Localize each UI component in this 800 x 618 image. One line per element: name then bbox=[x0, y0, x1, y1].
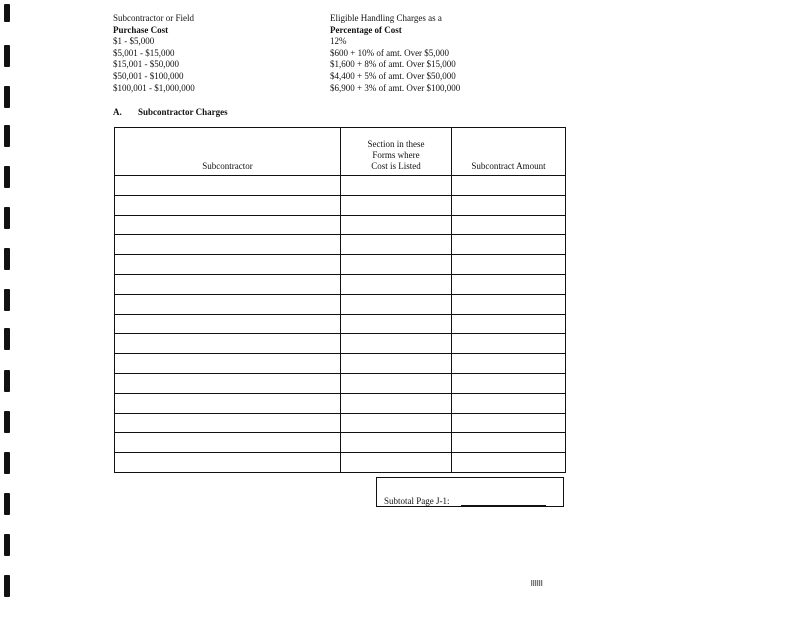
section-cell[interactable] bbox=[341, 255, 452, 275]
amount-cell[interactable] bbox=[452, 294, 566, 314]
binder-mark bbox=[4, 493, 10, 515]
table-row bbox=[115, 215, 566, 235]
amount-cell[interactable] bbox=[452, 433, 566, 453]
subcontractor-cell[interactable] bbox=[115, 314, 341, 334]
subtotal-entry-line[interactable] bbox=[461, 505, 546, 506]
amount-cell[interactable] bbox=[452, 413, 566, 433]
binder-mark bbox=[4, 575, 10, 597]
column-header-section-line: Cost is Listed bbox=[371, 161, 421, 171]
amount-cell[interactable] bbox=[452, 373, 566, 393]
binder-mark bbox=[4, 370, 10, 392]
section-title: Subcontractor Charges bbox=[138, 107, 228, 117]
table-row bbox=[115, 413, 566, 433]
subtotal-box bbox=[376, 477, 564, 507]
cost-range: $15,001 - $50,000 bbox=[113, 59, 179, 70]
subcontractor-cell[interactable] bbox=[115, 255, 341, 275]
column-header-section bbox=[341, 128, 452, 176]
handling-charge-rate: $600 + 10% of amt. Over $5,000 bbox=[330, 47, 450, 58]
table-row bbox=[115, 235, 566, 255]
table-row bbox=[115, 255, 566, 275]
table-row bbox=[115, 393, 566, 413]
section-cell[interactable] bbox=[341, 373, 452, 393]
section-cell[interactable] bbox=[341, 195, 452, 215]
amount-cell[interactable] bbox=[452, 274, 566, 294]
amount-cell[interactable] bbox=[452, 314, 566, 334]
subcontractor-cell[interactable] bbox=[115, 453, 341, 473]
table-row bbox=[115, 195, 566, 215]
section-cell[interactable] bbox=[341, 274, 452, 294]
cost-range: $50,001 - $100,000 bbox=[113, 70, 184, 81]
table-row bbox=[115, 354, 566, 374]
subcontractor-charges-table bbox=[114, 127, 566, 473]
subcontractor-cell[interactable] bbox=[115, 274, 341, 294]
binder-mark bbox=[4, 411, 10, 433]
binder-mark bbox=[4, 86, 10, 108]
subcontractor-cell[interactable] bbox=[115, 294, 341, 314]
subcontractor-cell[interactable] bbox=[115, 334, 341, 354]
cost-range: $1 - $5,000 bbox=[113, 36, 155, 47]
table-row bbox=[115, 433, 566, 453]
scan-artifact bbox=[531, 580, 543, 586]
table-row bbox=[115, 334, 566, 354]
section-cell[interactable] bbox=[341, 294, 452, 314]
binder-mark bbox=[4, 125, 10, 147]
table-header-row bbox=[115, 128, 566, 176]
table-row bbox=[115, 453, 566, 473]
binder-mark bbox=[4, 248, 10, 270]
amount-cell[interactable] bbox=[452, 354, 566, 374]
cost-range: $5,001 - $15,000 bbox=[113, 47, 175, 58]
section-cell[interactable] bbox=[341, 453, 452, 473]
binder-mark bbox=[4, 452, 10, 474]
handling-charge-header-line1: Eligible Handling Charges as a bbox=[330, 13, 442, 23]
table-row bbox=[115, 373, 566, 393]
amount-cell[interactable] bbox=[452, 195, 566, 215]
amount-cell[interactable] bbox=[452, 393, 566, 413]
column-header-subcontractor: Subcontractor bbox=[115, 128, 341, 176]
table-row bbox=[115, 274, 566, 294]
column-header-amount: Subcontract Amount bbox=[452, 128, 566, 176]
amount-cell[interactable] bbox=[452, 334, 566, 354]
subcontractor-cell[interactable] bbox=[115, 433, 341, 453]
section-cell[interactable] bbox=[341, 413, 452, 433]
subcontractor-cell[interactable] bbox=[115, 235, 341, 255]
handling-charge-rate: $1,600 + 8% of amt. Over $15,000 bbox=[330, 59, 456, 70]
section-heading bbox=[113, 107, 228, 117]
handling-charge-header-line2: Percentage of Cost bbox=[330, 24, 402, 35]
handling-charge-rate: 12% bbox=[330, 36, 347, 47]
subtotal-label: Subtotal Page J-1: bbox=[384, 496, 450, 506]
subcontractor-cell[interactable] bbox=[115, 215, 341, 235]
section-cell[interactable] bbox=[341, 354, 452, 374]
section-cell[interactable] bbox=[341, 334, 452, 354]
binder-mark bbox=[4, 45, 10, 67]
column-header-section-line: Forms where bbox=[372, 150, 420, 160]
column-header-section-line: Section in these bbox=[367, 139, 425, 149]
subcontractor-cell[interactable] bbox=[115, 413, 341, 433]
cost-range: $100,001 - $1,000,000 bbox=[113, 82, 195, 93]
binder-mark bbox=[4, 534, 10, 556]
amount-cell[interactable] bbox=[452, 235, 566, 255]
binder-mark bbox=[4, 4, 10, 22]
subcontractor-cell[interactable] bbox=[115, 373, 341, 393]
section-letter: A. bbox=[113, 107, 122, 117]
binder-mark bbox=[4, 328, 10, 350]
purchase-cost-header-line1: Subcontractor or Field bbox=[113, 13, 194, 23]
section-cell[interactable] bbox=[341, 433, 452, 453]
binder-mark bbox=[4, 166, 10, 188]
section-cell[interactable] bbox=[341, 393, 452, 413]
section-cell[interactable] bbox=[341, 314, 452, 334]
purchase-cost-column bbox=[113, 13, 195, 94]
binder-mark bbox=[4, 207, 10, 229]
subcontractor-cell[interactable] bbox=[115, 393, 341, 413]
table-row bbox=[115, 176, 566, 196]
section-cell[interactable] bbox=[341, 215, 452, 235]
table-row bbox=[115, 314, 566, 334]
amount-cell[interactable] bbox=[452, 176, 566, 196]
subcontractor-cell[interactable] bbox=[115, 176, 341, 196]
binder-mark bbox=[4, 289, 10, 311]
section-cell[interactable] bbox=[341, 235, 452, 255]
amount-cell[interactable] bbox=[452, 453, 566, 473]
handling-charge-rate: $4,400 + 5% of amt. Over $50,000 bbox=[330, 70, 456, 81]
table-row bbox=[115, 294, 566, 314]
handling-charge-column bbox=[330, 13, 460, 94]
subcontractor-cell[interactable] bbox=[115, 195, 341, 215]
purchase-cost-header-line2: Purchase Cost bbox=[113, 24, 169, 35]
subcontractor-cell[interactable] bbox=[115, 354, 341, 374]
table-body bbox=[115, 176, 566, 473]
handling-charge-rate: $6,900 + 3% of amt. Over $100,000 bbox=[330, 82, 461, 93]
amount-cell[interactable] bbox=[452, 255, 566, 275]
section-cell[interactable] bbox=[341, 176, 452, 196]
amount-cell[interactable] bbox=[452, 215, 566, 235]
